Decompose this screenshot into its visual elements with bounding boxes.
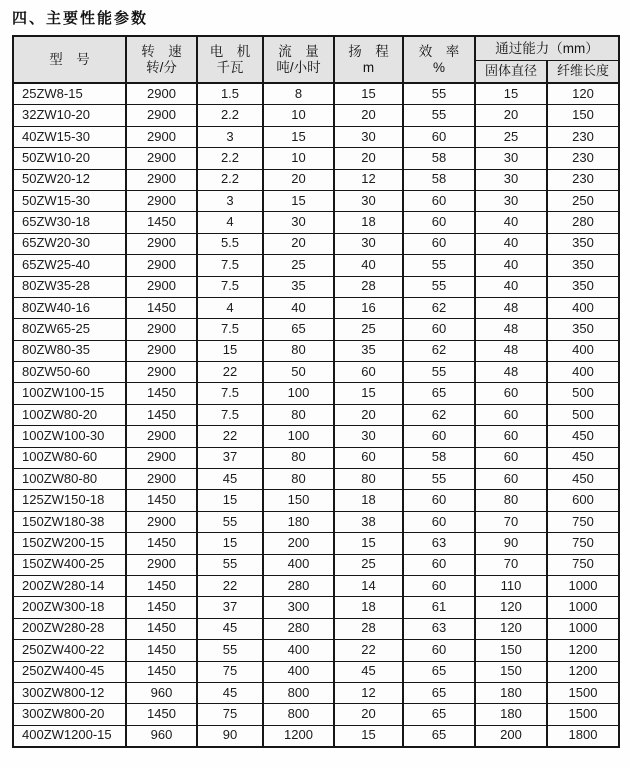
motor-cell: 55 bbox=[197, 640, 263, 661]
speed-cell: 2900 bbox=[126, 105, 197, 126]
table-row bbox=[13, 276, 619, 297]
table-row bbox=[13, 319, 619, 340]
head-cell: 14 bbox=[334, 575, 403, 596]
table-row bbox=[13, 640, 619, 661]
motor-cell: 37 bbox=[197, 597, 263, 618]
efficiency-cell: 63 bbox=[403, 533, 475, 554]
model-cell: 150ZW200-15 bbox=[13, 533, 126, 554]
fiber-length-cell: 280 bbox=[547, 212, 619, 233]
model-cell: 200ZW280-14 bbox=[13, 575, 126, 596]
col-header-model: 型 号 bbox=[13, 36, 126, 83]
efficiency-cell: 60 bbox=[403, 319, 475, 340]
flow-cell: 50 bbox=[263, 362, 334, 383]
head-cell: 28 bbox=[334, 276, 403, 297]
head-cell: 12 bbox=[334, 682, 403, 703]
model-cell: 100ZW80-80 bbox=[13, 469, 126, 490]
flow-cell: 80 bbox=[263, 447, 334, 468]
head-cell: 18 bbox=[334, 597, 403, 618]
speed-cell: 2900 bbox=[126, 190, 197, 211]
table-header bbox=[13, 36, 619, 83]
speed-cell: 1450 bbox=[126, 640, 197, 661]
efficiency-cell: 60 bbox=[403, 126, 475, 147]
head-cell: 12 bbox=[334, 169, 403, 190]
head-cell: 30 bbox=[334, 426, 403, 447]
model-cell: 80ZW35-28 bbox=[13, 276, 126, 297]
flow-cell: 65 bbox=[263, 319, 334, 340]
head-cell: 30 bbox=[334, 233, 403, 254]
model-cell: 50ZW10-20 bbox=[13, 148, 126, 169]
head-cell: 35 bbox=[334, 340, 403, 361]
flow-cell: 80 bbox=[263, 404, 334, 425]
motor-cell: 5.5 bbox=[197, 233, 263, 254]
model-cell: 80ZW80-35 bbox=[13, 340, 126, 361]
head-cell: 60 bbox=[334, 362, 403, 383]
col-header-solid-diameter: 固体直径 bbox=[475, 61, 547, 84]
solid-diameter-cell: 30 bbox=[475, 190, 547, 211]
efficiency-cell: 60 bbox=[403, 511, 475, 532]
solid-diameter-cell: 30 bbox=[475, 148, 547, 169]
flow-cell: 35 bbox=[263, 276, 334, 297]
flow-cell: 20 bbox=[263, 169, 334, 190]
solid-diameter-cell: 40 bbox=[475, 255, 547, 276]
fiber-length-cell: 1500 bbox=[547, 682, 619, 703]
flow-cell: 15 bbox=[263, 190, 334, 211]
solid-diameter-cell: 180 bbox=[475, 682, 547, 703]
head-cell: 25 bbox=[334, 319, 403, 340]
solid-diameter-cell: 60 bbox=[475, 447, 547, 468]
fiber-length-cell: 1800 bbox=[547, 725, 619, 747]
speed-cell: 2900 bbox=[126, 447, 197, 468]
head-cell: 38 bbox=[334, 511, 403, 532]
efficiency-cell: 63 bbox=[403, 618, 475, 639]
fiber-length-cell: 1200 bbox=[547, 661, 619, 682]
flow-cell: 400 bbox=[263, 640, 334, 661]
motor-cell: 15 bbox=[197, 490, 263, 511]
model-cell: 80ZW40-16 bbox=[13, 297, 126, 318]
flow-cell: 80 bbox=[263, 340, 334, 361]
table-row bbox=[13, 340, 619, 361]
flow-cell: 150 bbox=[263, 490, 334, 511]
fiber-length-cell: 400 bbox=[547, 362, 619, 383]
speed-cell: 2900 bbox=[126, 169, 197, 190]
solid-diameter-cell: 180 bbox=[475, 704, 547, 725]
solid-diameter-cell: 90 bbox=[475, 533, 547, 554]
flow-cell: 15 bbox=[263, 126, 334, 147]
fiber-length-cell: 1500 bbox=[547, 704, 619, 725]
solid-diameter-cell: 40 bbox=[475, 212, 547, 233]
solid-diameter-cell: 70 bbox=[475, 554, 547, 575]
model-cell: 65ZW25-40 bbox=[13, 255, 126, 276]
fiber-length-cell: 1000 bbox=[547, 575, 619, 596]
fiber-length-cell: 750 bbox=[547, 533, 619, 554]
efficiency-cell: 65 bbox=[403, 725, 475, 747]
motor-cell: 2.2 bbox=[197, 169, 263, 190]
motor-cell: 7.5 bbox=[197, 276, 263, 297]
efficiency-cell: 62 bbox=[403, 340, 475, 361]
motor-cell: 22 bbox=[197, 362, 263, 383]
col-header-motor: 电 机 千瓦 bbox=[197, 36, 263, 83]
speed-cell: 1450 bbox=[126, 661, 197, 682]
fiber-length-cell: 450 bbox=[547, 426, 619, 447]
table-row bbox=[13, 190, 619, 211]
fiber-length-cell: 750 bbox=[547, 511, 619, 532]
solid-diameter-cell: 25 bbox=[475, 126, 547, 147]
flow-cell: 100 bbox=[263, 383, 334, 404]
model-cell: 50ZW15-30 bbox=[13, 190, 126, 211]
solid-diameter-cell: 150 bbox=[475, 661, 547, 682]
solid-diameter-cell: 20 bbox=[475, 105, 547, 126]
efficiency-cell: 55 bbox=[403, 83, 475, 105]
fiber-length-cell: 230 bbox=[547, 169, 619, 190]
motor-cell: 4 bbox=[197, 297, 263, 318]
motor-cell: 22 bbox=[197, 426, 263, 447]
motor-cell: 22 bbox=[197, 575, 263, 596]
flow-cell: 100 bbox=[263, 426, 334, 447]
model-cell: 400ZW1200-15 bbox=[13, 725, 126, 747]
efficiency-cell: 60 bbox=[403, 212, 475, 233]
model-cell: 150ZW180-38 bbox=[13, 511, 126, 532]
model-cell: 300ZW800-20 bbox=[13, 704, 126, 725]
speed-cell: 2900 bbox=[126, 276, 197, 297]
fiber-length-cell: 500 bbox=[547, 404, 619, 425]
efficiency-cell: 58 bbox=[403, 447, 475, 468]
table-row bbox=[13, 597, 619, 618]
performance-parameters-table bbox=[12, 35, 620, 748]
solid-diameter-cell: 48 bbox=[475, 362, 547, 383]
model-cell: 100ZW100-15 bbox=[13, 383, 126, 404]
efficiency-cell: 55 bbox=[403, 362, 475, 383]
fiber-length-cell: 400 bbox=[547, 340, 619, 361]
table-row bbox=[13, 447, 619, 468]
motor-cell: 90 bbox=[197, 725, 263, 747]
head-cell: 20 bbox=[334, 148, 403, 169]
motor-cell: 75 bbox=[197, 661, 263, 682]
solid-diameter-cell: 80 bbox=[475, 490, 547, 511]
table-row bbox=[13, 148, 619, 169]
fiber-length-cell: 450 bbox=[547, 469, 619, 490]
fiber-length-cell: 450 bbox=[547, 447, 619, 468]
solid-diameter-cell: 60 bbox=[475, 426, 547, 447]
flow-cell: 400 bbox=[263, 554, 334, 575]
col-header-flow: 流 量 吨/小时 bbox=[263, 36, 334, 83]
head-cell: 15 bbox=[334, 383, 403, 404]
model-cell: 65ZW30-18 bbox=[13, 212, 126, 233]
fiber-length-cell: 230 bbox=[547, 148, 619, 169]
motor-cell: 1.5 bbox=[197, 83, 263, 105]
efficiency-cell: 58 bbox=[403, 148, 475, 169]
motor-cell: 2.2 bbox=[197, 105, 263, 126]
model-cell: 40ZW15-30 bbox=[13, 126, 126, 147]
flow-cell: 25 bbox=[263, 255, 334, 276]
fiber-length-cell: 350 bbox=[547, 233, 619, 254]
efficiency-cell: 61 bbox=[403, 597, 475, 618]
col-header-speed: 转 速 转/分 bbox=[126, 36, 197, 83]
fiber-length-cell: 750 bbox=[547, 554, 619, 575]
speed-cell: 2900 bbox=[126, 255, 197, 276]
table-row bbox=[13, 469, 619, 490]
flow-cell: 300 bbox=[263, 597, 334, 618]
motor-cell: 7.5 bbox=[197, 255, 263, 276]
head-cell: 22 bbox=[334, 640, 403, 661]
fiber-length-cell: 1000 bbox=[547, 597, 619, 618]
table-row bbox=[13, 126, 619, 147]
flow-cell: 280 bbox=[263, 575, 334, 596]
flow-cell: 8 bbox=[263, 83, 334, 105]
speed-cell: 1450 bbox=[126, 533, 197, 554]
motor-cell: 4 bbox=[197, 212, 263, 233]
head-cell: 60 bbox=[334, 447, 403, 468]
model-cell: 25ZW8-15 bbox=[13, 83, 126, 105]
motor-cell: 7.5 bbox=[197, 383, 263, 404]
speed-cell: 2900 bbox=[126, 362, 197, 383]
speed-cell: 2900 bbox=[126, 126, 197, 147]
table-row bbox=[13, 297, 619, 318]
flow-cell: 400 bbox=[263, 661, 334, 682]
table-row bbox=[13, 383, 619, 404]
fiber-length-cell: 600 bbox=[547, 490, 619, 511]
head-cell: 15 bbox=[334, 533, 403, 554]
model-cell: 100ZW80-20 bbox=[13, 404, 126, 425]
speed-cell: 1450 bbox=[126, 704, 197, 725]
motor-cell: 7.5 bbox=[197, 319, 263, 340]
solid-diameter-cell: 60 bbox=[475, 404, 547, 425]
solid-diameter-cell: 60 bbox=[475, 469, 547, 490]
model-cell: 125ZW150-18 bbox=[13, 490, 126, 511]
fiber-length-cell: 1200 bbox=[547, 640, 619, 661]
efficiency-cell: 60 bbox=[403, 426, 475, 447]
model-cell: 80ZW65-25 bbox=[13, 319, 126, 340]
table-row bbox=[13, 426, 619, 447]
table-row bbox=[13, 725, 619, 747]
header-row-1 bbox=[13, 36, 619, 61]
flow-cell: 20 bbox=[263, 233, 334, 254]
motor-cell: 3 bbox=[197, 126, 263, 147]
speed-cell: 1450 bbox=[126, 597, 197, 618]
efficiency-cell: 55 bbox=[403, 469, 475, 490]
speed-cell: 2900 bbox=[126, 469, 197, 490]
flow-cell: 10 bbox=[263, 105, 334, 126]
flow-cell: 30 bbox=[263, 212, 334, 233]
head-cell: 20 bbox=[334, 704, 403, 725]
solid-diameter-cell: 70 bbox=[475, 511, 547, 532]
model-cell: 250ZW400-45 bbox=[13, 661, 126, 682]
motor-cell: 55 bbox=[197, 511, 263, 532]
table-row bbox=[13, 169, 619, 190]
table-body bbox=[13, 83, 619, 747]
fiber-length-cell: 400 bbox=[547, 297, 619, 318]
model-cell: 100ZW100-30 bbox=[13, 426, 126, 447]
motor-cell: 7.5 bbox=[197, 404, 263, 425]
head-cell: 40 bbox=[334, 255, 403, 276]
speed-cell: 2900 bbox=[126, 426, 197, 447]
efficiency-cell: 55 bbox=[403, 105, 475, 126]
table-row bbox=[13, 212, 619, 233]
head-cell: 28 bbox=[334, 618, 403, 639]
model-cell: 65ZW20-30 bbox=[13, 233, 126, 254]
head-cell: 15 bbox=[334, 83, 403, 105]
model-cell: 250ZW400-22 bbox=[13, 640, 126, 661]
efficiency-cell: 62 bbox=[403, 404, 475, 425]
efficiency-cell: 62 bbox=[403, 297, 475, 318]
efficiency-cell: 58 bbox=[403, 169, 475, 190]
efficiency-cell: 65 bbox=[403, 704, 475, 725]
motor-cell: 45 bbox=[197, 682, 263, 703]
efficiency-cell: 65 bbox=[403, 661, 475, 682]
fiber-length-cell: 250 bbox=[547, 190, 619, 211]
flow-cell: 180 bbox=[263, 511, 334, 532]
solid-diameter-cell: 120 bbox=[475, 618, 547, 639]
speed-cell: 1450 bbox=[126, 212, 197, 233]
head-cell: 80 bbox=[334, 469, 403, 490]
model-cell: 200ZW300-18 bbox=[13, 597, 126, 618]
speed-cell: 1450 bbox=[126, 383, 197, 404]
flow-cell: 1200 bbox=[263, 725, 334, 747]
head-cell: 18 bbox=[334, 490, 403, 511]
solid-diameter-cell: 48 bbox=[475, 340, 547, 361]
head-cell: 20 bbox=[334, 404, 403, 425]
fiber-length-cell: 120 bbox=[547, 83, 619, 105]
motor-cell: 15 bbox=[197, 340, 263, 361]
fiber-length-cell: 1000 bbox=[547, 618, 619, 639]
solid-diameter-cell: 150 bbox=[475, 640, 547, 661]
solid-diameter-cell: 40 bbox=[475, 233, 547, 254]
efficiency-cell: 65 bbox=[403, 682, 475, 703]
fiber-length-cell: 350 bbox=[547, 276, 619, 297]
efficiency-cell: 55 bbox=[403, 255, 475, 276]
fiber-length-cell: 230 bbox=[547, 126, 619, 147]
speed-cell: 2900 bbox=[126, 233, 197, 254]
table-row bbox=[13, 105, 619, 126]
motor-cell: 37 bbox=[197, 447, 263, 468]
efficiency-cell: 60 bbox=[403, 190, 475, 211]
solid-diameter-cell: 110 bbox=[475, 575, 547, 596]
model-cell: 100ZW80-60 bbox=[13, 447, 126, 468]
speed-cell: 1450 bbox=[126, 404, 197, 425]
head-cell: 16 bbox=[334, 297, 403, 318]
flow-cell: 800 bbox=[263, 704, 334, 725]
efficiency-cell: 60 bbox=[403, 490, 475, 511]
speed-cell: 2900 bbox=[126, 340, 197, 361]
speed-cell: 2900 bbox=[126, 511, 197, 532]
speed-cell: 1450 bbox=[126, 618, 197, 639]
table-row bbox=[13, 618, 619, 639]
table-row bbox=[13, 533, 619, 554]
efficiency-cell: 55 bbox=[403, 276, 475, 297]
efficiency-cell: 60 bbox=[403, 233, 475, 254]
model-cell: 150ZW400-25 bbox=[13, 554, 126, 575]
table-row bbox=[13, 661, 619, 682]
speed-cell: 960 bbox=[126, 682, 197, 703]
solid-diameter-cell: 40 bbox=[475, 276, 547, 297]
head-cell: 20 bbox=[334, 105, 403, 126]
motor-cell: 2.2 bbox=[197, 148, 263, 169]
table-row bbox=[13, 575, 619, 596]
table-row bbox=[13, 362, 619, 383]
flow-cell: 10 bbox=[263, 148, 334, 169]
motor-cell: 75 bbox=[197, 704, 263, 725]
solid-diameter-cell: 48 bbox=[475, 297, 547, 318]
flow-cell: 40 bbox=[263, 297, 334, 318]
table-row bbox=[13, 682, 619, 703]
col-header-efficiency: 效 率 % bbox=[403, 36, 475, 83]
motor-cell: 55 bbox=[197, 554, 263, 575]
table-row bbox=[13, 554, 619, 575]
speed-cell: 960 bbox=[126, 725, 197, 747]
flow-cell: 80 bbox=[263, 469, 334, 490]
table-row bbox=[13, 704, 619, 725]
head-cell: 45 bbox=[334, 661, 403, 682]
motor-cell: 3 bbox=[197, 190, 263, 211]
flow-cell: 800 bbox=[263, 682, 334, 703]
col-header-fiber-length: 纤维长度 bbox=[547, 61, 619, 84]
model-cell: 50ZW20-12 bbox=[13, 169, 126, 190]
speed-cell: 1450 bbox=[126, 575, 197, 596]
fiber-length-cell: 150 bbox=[547, 105, 619, 126]
head-cell: 30 bbox=[334, 190, 403, 211]
solid-diameter-cell: 48 bbox=[475, 319, 547, 340]
head-cell: 30 bbox=[334, 126, 403, 147]
model-cell: 300ZW800-12 bbox=[13, 682, 126, 703]
table-row bbox=[13, 83, 619, 105]
motor-cell: 45 bbox=[197, 618, 263, 639]
solid-diameter-cell: 30 bbox=[475, 169, 547, 190]
head-cell: 15 bbox=[334, 725, 403, 747]
table-row bbox=[13, 233, 619, 254]
solid-diameter-cell: 120 bbox=[475, 597, 547, 618]
speed-cell: 2900 bbox=[126, 83, 197, 105]
table-row bbox=[13, 404, 619, 425]
efficiency-cell: 60 bbox=[403, 640, 475, 661]
model-cell: 32ZW10-20 bbox=[13, 105, 126, 126]
efficiency-cell: 60 bbox=[403, 554, 475, 575]
page-title: 四、主要性能参数 bbox=[12, 10, 149, 27]
head-cell: 18 bbox=[334, 212, 403, 233]
motor-cell: 15 bbox=[197, 533, 263, 554]
speed-cell: 2900 bbox=[126, 148, 197, 169]
model-cell: 80ZW50-60 bbox=[13, 362, 126, 383]
solid-diameter-cell: 15 bbox=[475, 83, 547, 105]
col-header-head: 扬 程 m bbox=[334, 36, 403, 83]
col-header-capacity-group: 通过能力（mm） bbox=[475, 36, 619, 61]
efficiency-cell: 65 bbox=[403, 383, 475, 404]
speed-cell: 2900 bbox=[126, 554, 197, 575]
fiber-length-cell: 350 bbox=[547, 319, 619, 340]
solid-diameter-cell: 200 bbox=[475, 725, 547, 747]
motor-cell: 45 bbox=[197, 469, 263, 490]
table-row bbox=[13, 255, 619, 276]
head-cell: 25 bbox=[334, 554, 403, 575]
fiber-length-cell: 350 bbox=[547, 255, 619, 276]
table-row bbox=[13, 490, 619, 511]
efficiency-cell: 60 bbox=[403, 575, 475, 596]
table-row bbox=[13, 511, 619, 532]
fiber-length-cell: 500 bbox=[547, 383, 619, 404]
speed-cell: 1450 bbox=[126, 490, 197, 511]
speed-cell: 1450 bbox=[126, 297, 197, 318]
flow-cell: 200 bbox=[263, 533, 334, 554]
speed-cell: 2900 bbox=[126, 319, 197, 340]
solid-diameter-cell: 60 bbox=[475, 383, 547, 404]
model-cell: 200ZW280-28 bbox=[13, 618, 126, 639]
flow-cell: 280 bbox=[263, 618, 334, 639]
